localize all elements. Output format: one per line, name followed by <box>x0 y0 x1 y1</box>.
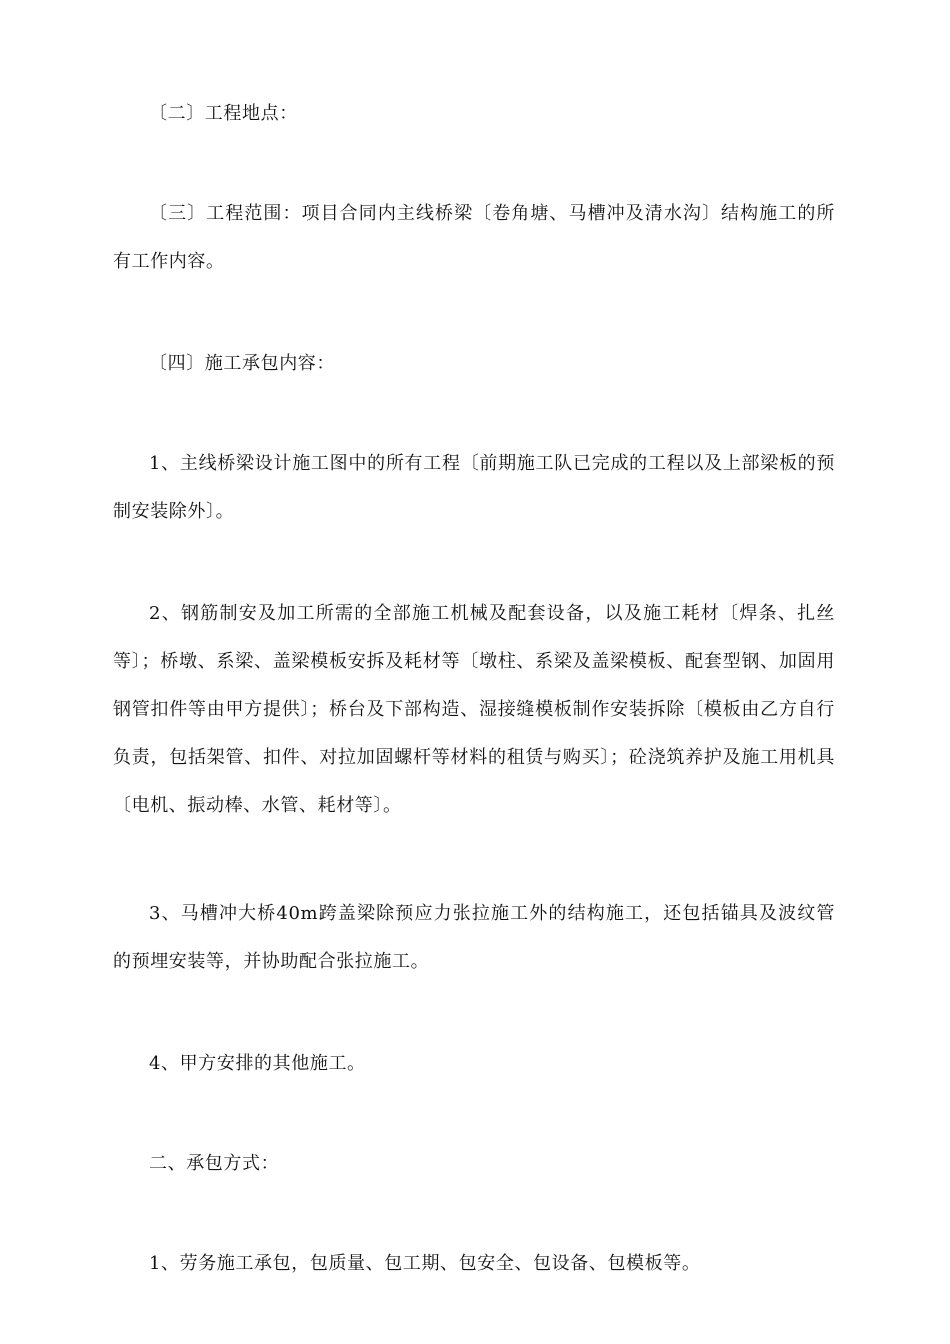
paragraph-project-scope: 〔三〕工程范围：项目合同内主线桥梁〔卷角塘、马槽冲及清水沟〕结构施工的所有工作内容。 <box>113 203 835 272</box>
paragraph-item-3: 3、马槽冲大桥40m跨盖梁除预应力张拉施工外的结构施工，还包括锚具及波纹管的预埋安装等，并协助配合张拉施工。 <box>113 903 835 972</box>
paragraph-item-4: 4、甲方安排的其他施工。 <box>149 1053 366 1074</box>
paragraph-item-1: 1、主线桥梁设计施工图中的所有工程〔前期施工队已完成的工程以及上部梁板的预制安装除外〕。 <box>113 453 835 522</box>
paragraph-contract-method-heading: 二、承包方式： <box>149 1153 280 1174</box>
paragraph-method-item-1: 1、劳务施工承包，包质量、包工期、包安全、包设备、包模板等。 <box>149 1253 701 1274</box>
paragraph-project-location: 〔二〕工程地点： <box>149 103 298 124</box>
paragraph-item-2: 2、钢筋制安及加工所需的全部施工机械及配套设备，以及施工耗材〔焊条、扎丝等〕；桥墩、系梁、盖梁模板安拆及耗材等〔墩柱、系梁及盖梁模板、配套型钢、加固用钢管扣件等由甲方提供〕；桥台及下部构造、湿接缝模板制作安装拆除〔模板由乙方自行负责，包括架管、扣件、对拉加固螺杆等材料的租赁与购买〕；砼浇筑养护及施工用机具〔电机、振动棒、水管、耗材等〕。 <box>113 603 835 816</box>
paragraph-contract-content-heading: 〔四〕施工承包内容： <box>149 353 335 374</box>
